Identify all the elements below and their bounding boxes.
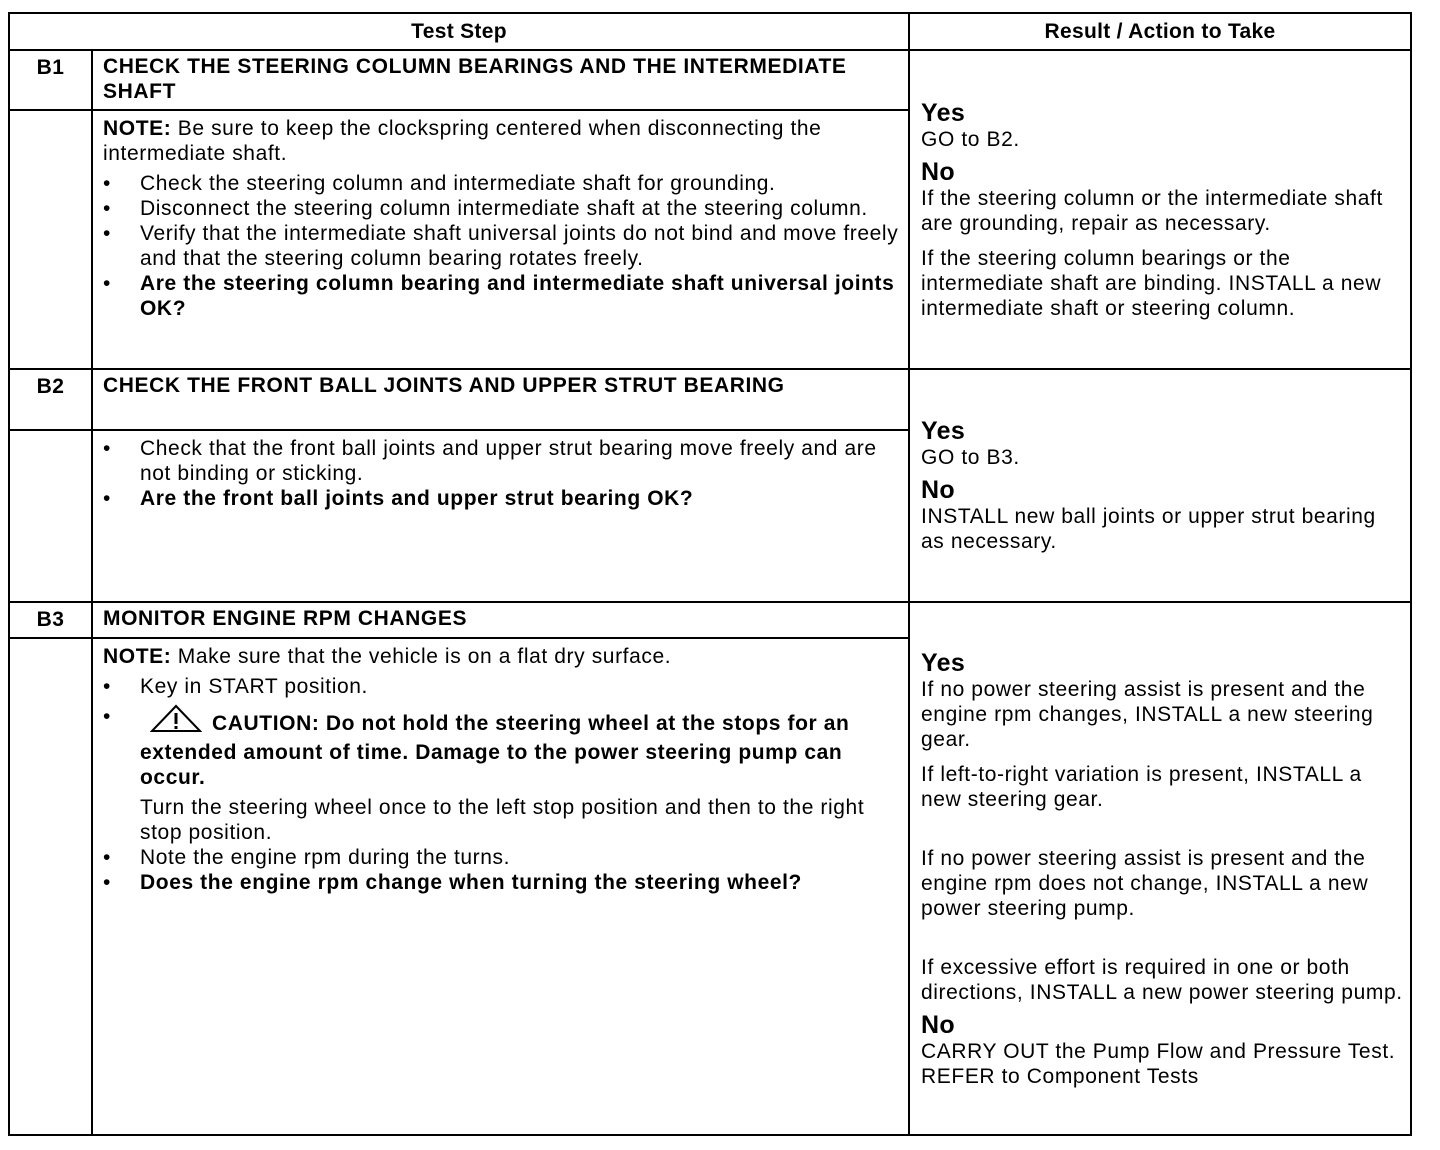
step-id-cell-empty: [9, 638, 92, 1135]
no-action: If the steering column or the intermediate shaft are grounding, repair as necessary.: [921, 186, 1383, 235]
step-id-cell-empty: [9, 110, 92, 369]
no-label: No: [921, 1010, 955, 1039]
no-action: CARRY OUT the Pump Flow and Pressure Test. REFER to Component Tests: [921, 1039, 1396, 1088]
yes-action: If no power steering assist is present and the engine rpm does not change, INSTALL a new power steering pump.: [921, 846, 1369, 920]
step-b1-title-row: [9, 50, 1411, 110]
step-b3-result: [909, 602, 1411, 1135]
step-title: MONITOR ENGINE RPM CHANGES: [92, 602, 909, 638]
step-bullet: • Key in START position.: [103, 674, 900, 699]
yes-label: Yes: [921, 98, 966, 127]
step-bullet-list: [103, 436, 900, 511]
step-body: [92, 110, 909, 369]
table-header-row: [9, 13, 1411, 50]
note-label: NOTE:: [103, 117, 172, 140]
note: [103, 644, 900, 669]
note: [103, 116, 900, 166]
step-question: • Are the front ball joints and upper strut bearing OK?: [103, 486, 900, 511]
step-id: B2: [9, 369, 92, 430]
caution-text: CAUTION: Do not hold the steering wheel at the stops for an extended amount of time. Damage to the power steering pump can occur.: [140, 712, 850, 789]
no-label: No: [921, 476, 955, 504]
step-bullet: • Disconnect the steering column intermediate shaft at the steering column.: [103, 196, 900, 221]
step-b1-result: [909, 50, 1411, 369]
step-id: B3: [9, 602, 92, 638]
step-title: CHECK THE STEERING COLUMN BEARINGS AND THE INTERMEDIATE SHAFT: [92, 50, 909, 110]
yes-action: If no power steering assist is present and the engine rpm changes, INSTALL a new steering gear.: [921, 677, 1374, 751]
diagnostic-procedure-table: [8, 12, 1412, 1136]
step-b3-title-row: [9, 602, 1411, 638]
step-bullet: • Note the engine rpm during the turns.: [103, 845, 900, 870]
step-bullet: • Check the steering column and intermediate shaft for grounding.: [103, 171, 900, 196]
yes-action: GO to B2.: [921, 127, 1020, 151]
step-body: [92, 430, 909, 602]
warning-triangle-icon: [150, 704, 202, 740]
caution-bullet: [103, 704, 900, 845]
yes-action: GO to B3.: [921, 446, 1020, 469]
yes-action: If excessive effort is required in one or both directions, INSTALL a new power steering pump.: [921, 955, 1403, 1004]
step-id-cell-empty: [9, 430, 92, 602]
note-label: NOTE:: [103, 645, 172, 668]
step-body: [92, 638, 909, 1135]
no-action: INSTALL new ball joints or upper strut bearing as necessary.: [921, 505, 1376, 553]
note-text: Make sure that the vehicle is on a flat dry surface.: [171, 645, 672, 668]
step-bullet-list: [103, 171, 900, 321]
note-text: Be sure to keep the clockspring centered when disconnecting the intermediate shaft.: [103, 117, 822, 165]
step-bullet: • Verify that the intermediate shaft universal joints do not bind and move freely and that the steering column bearing rotates freely.: [103, 221, 900, 271]
step-question: • Does the engine rpm change when turning the steering wheel?: [103, 870, 900, 895]
caution-followup-text: Turn the steering wheel once to the left stop position and then to the right stop position.: [140, 796, 865, 844]
header-test-step: Test Step: [9, 13, 909, 50]
step-b2-title-row: [9, 369, 1411, 430]
yes-label: Yes: [921, 417, 966, 445]
step-bullet: • Check that the front ball joints and upper strut bearing move freely and are not binding or sticking.: [103, 436, 900, 486]
yes-label: Yes: [921, 648, 966, 677]
step-title: CHECK THE FRONT BALL JOINTS AND UPPER STRUT BEARING: [92, 369, 909, 430]
step-bullet-list: [103, 674, 900, 895]
step-id: B1: [9, 50, 92, 110]
step-question: • Are the steering column bearing and intermediate shaft universal joints OK?: [103, 271, 900, 321]
header-result-action: Result / Action to Take: [909, 13, 1411, 50]
no-label: No: [921, 157, 955, 186]
no-action: If the steering column bearings or the intermediate shaft are binding. INSTALL a new intermediate shaft or steering column.: [921, 246, 1382, 320]
step-b2-result: [909, 369, 1411, 602]
yes-action: If left-to-right variation is present, INSTALL a new steering gear.: [921, 762, 1362, 811]
